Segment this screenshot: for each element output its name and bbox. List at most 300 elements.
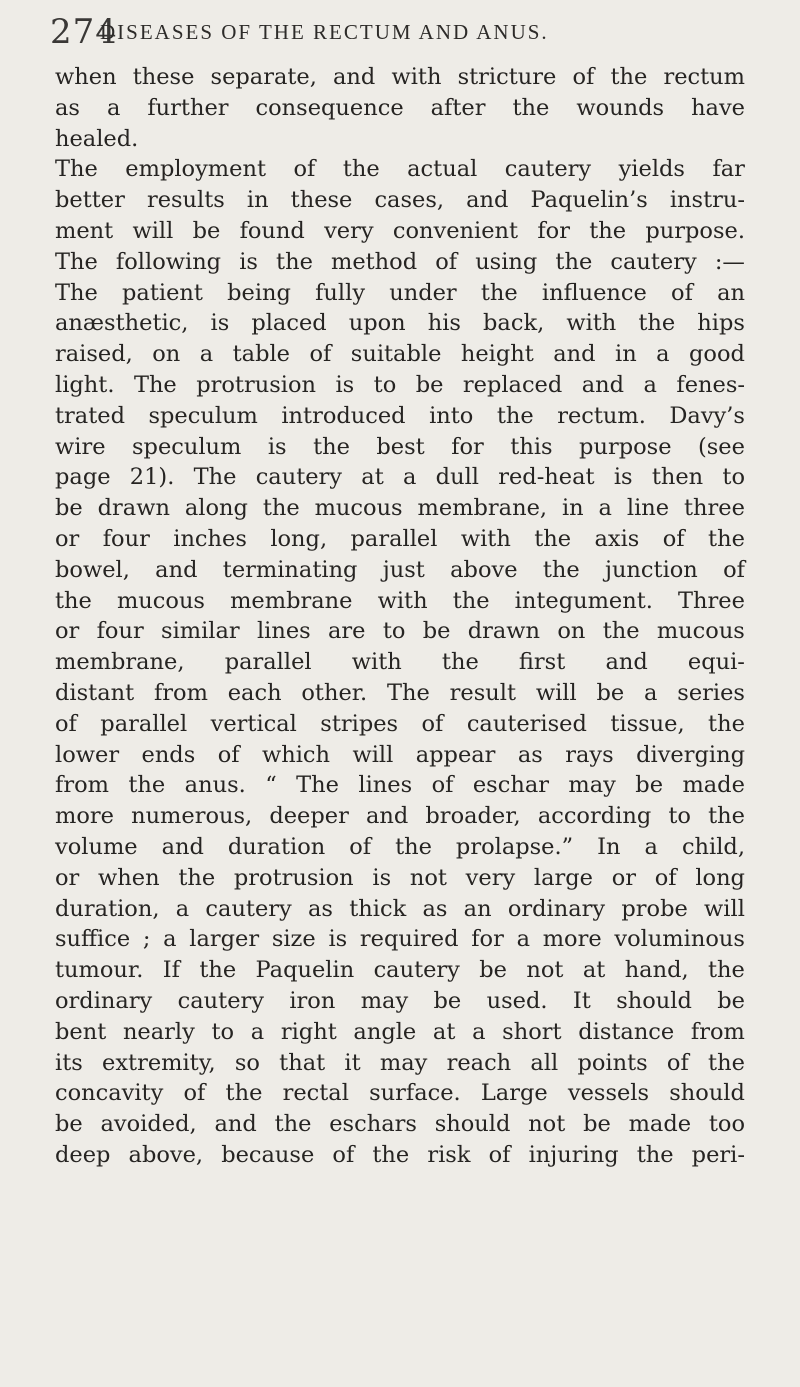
word: made <box>682 772 745 799</box>
word: the <box>452 587 490 614</box>
word: a <box>250 1018 265 1045</box>
word: hips <box>697 310 745 337</box>
word: of <box>431 772 454 799</box>
word: membrane <box>230 587 353 614</box>
word: with <box>566 310 617 337</box>
text-line <box>55 1017 745 1048</box>
word: vessels <box>567 1080 650 1107</box>
word: table <box>232 341 290 368</box>
word: protrusion <box>196 371 316 398</box>
word: the <box>395 833 432 860</box>
word: The <box>387 679 430 706</box>
word: probe <box>621 895 688 922</box>
word: page <box>55 464 111 491</box>
word: being <box>227 279 291 306</box>
word: be <box>596 679 625 706</box>
word: when <box>55 64 117 90</box>
word: to <box>722 464 745 491</box>
word: the <box>225 1080 263 1107</box>
word: Large <box>480 1080 548 1107</box>
word: or <box>55 618 80 645</box>
word: vertical <box>210 710 297 737</box>
word: these <box>132 64 195 90</box>
word: as <box>55 94 80 121</box>
word: distant <box>55 679 135 706</box>
word: the <box>542 556 580 583</box>
text-line <box>55 894 745 925</box>
word: ends <box>141 741 196 768</box>
word: ; <box>142 926 151 953</box>
word: is <box>335 371 355 398</box>
text-line <box>55 740 745 771</box>
word: nearly <box>122 1018 195 1045</box>
word: “ <box>265 772 277 799</box>
word: following <box>115 248 222 275</box>
word: The <box>55 156 98 183</box>
word: of <box>421 710 444 737</box>
word: of <box>217 741 240 768</box>
word: wounds <box>576 94 665 121</box>
word: at <box>432 1018 456 1045</box>
word: in <box>561 495 584 522</box>
word: and <box>466 187 509 214</box>
word: terminating <box>222 556 358 583</box>
word: of <box>488 1141 511 1168</box>
word: above, <box>128 1141 204 1168</box>
word: and <box>214 1111 257 1138</box>
word: an <box>717 279 745 306</box>
word: it <box>344 1049 361 1076</box>
word: short <box>502 1018 562 1045</box>
word: are <box>328 618 366 645</box>
word: under <box>389 279 457 306</box>
word: be <box>55 1111 83 1138</box>
word: or <box>55 864 80 891</box>
word: the <box>262 495 300 522</box>
word: surface. <box>369 1080 461 1107</box>
word: to <box>668 803 691 830</box>
text-line <box>55 955 745 986</box>
word: should <box>616 987 692 1014</box>
word: other. <box>301 679 368 706</box>
word: from <box>153 679 208 706</box>
word: his <box>427 310 461 337</box>
text-line <box>55 308 745 339</box>
word: angle <box>353 1018 417 1045</box>
word: iron <box>289 987 336 1014</box>
word: concavity <box>55 1080 164 1107</box>
word: too <box>708 1111 745 1138</box>
word: (see <box>697 433 745 460</box>
word: is <box>239 248 258 275</box>
word: the <box>496 402 534 429</box>
word: so <box>234 1049 260 1076</box>
word: size <box>271 926 316 953</box>
text-line <box>55 863 745 894</box>
word: drawn <box>97 495 170 522</box>
text-line <box>55 801 745 832</box>
word: deeper <box>269 803 349 830</box>
word: risk <box>427 1141 471 1168</box>
word: long, <box>270 525 328 552</box>
word: a <box>199 341 214 368</box>
word: will <box>535 679 577 706</box>
text-line <box>55 586 745 617</box>
word: ordinary <box>55 987 153 1014</box>
text-line: healed. <box>55 125 139 152</box>
word: the <box>589 217 627 244</box>
word: child, <box>681 833 745 860</box>
word: red-heat <box>498 464 595 491</box>
word: be <box>192 217 221 244</box>
word: be <box>717 987 745 1014</box>
word: peri- <box>691 1141 745 1168</box>
word: to <box>211 1018 235 1045</box>
text-line <box>55 278 745 309</box>
text-line <box>55 1078 745 1109</box>
word: the <box>480 279 518 306</box>
text-line <box>55 185 745 216</box>
word: of <box>293 156 316 183</box>
word: raised, <box>55 341 133 368</box>
word: the <box>276 248 313 275</box>
word: good <box>689 341 745 368</box>
word: for <box>451 433 484 460</box>
text-line <box>55 770 745 801</box>
word: required <box>359 926 459 953</box>
word: at <box>582 957 606 984</box>
text-line <box>55 339 745 370</box>
word: for <box>537 217 570 244</box>
word: the <box>708 803 745 830</box>
word: cautery <box>504 156 592 183</box>
word: its <box>55 1049 83 1076</box>
word: just <box>382 556 425 583</box>
word: to <box>373 371 397 398</box>
word: and <box>161 833 204 860</box>
word: influence <box>541 279 647 306</box>
word: of <box>55 710 77 737</box>
word: when <box>98 864 160 891</box>
word: be <box>583 1111 611 1138</box>
word: large <box>533 864 593 891</box>
word: be <box>479 957 507 984</box>
word: which <box>261 741 331 768</box>
word: should <box>434 1111 511 1138</box>
word: above <box>450 556 518 583</box>
word: injuring <box>528 1141 619 1168</box>
word: with <box>377 587 428 614</box>
text-line <box>55 247 745 278</box>
word: found <box>239 217 305 244</box>
word: more <box>542 926 602 953</box>
word: made <box>628 1111 692 1138</box>
word: duration <box>227 833 326 860</box>
text-line <box>55 1109 745 1140</box>
text-line <box>55 370 745 401</box>
word: or <box>55 525 80 552</box>
word: all <box>530 1049 559 1076</box>
word: protrusion <box>233 864 354 891</box>
word: ment <box>55 217 114 244</box>
word: back, <box>483 310 545 337</box>
word: long <box>695 864 745 891</box>
word: with <box>460 525 511 552</box>
word: lines <box>256 618 311 645</box>
word: cautery <box>373 957 460 984</box>
text-line <box>55 1048 745 1079</box>
word: stripes <box>320 710 399 737</box>
text-line <box>55 524 745 555</box>
word: The <box>55 279 98 306</box>
word: consequence <box>255 94 404 121</box>
word: ordinary <box>507 895 606 922</box>
word: as <box>308 895 333 922</box>
word: wire <box>55 433 106 460</box>
word: used. <box>486 987 548 1014</box>
word: broader, <box>425 803 521 830</box>
word: a <box>598 495 612 522</box>
word: Paquelin <box>255 957 355 984</box>
word: with <box>391 64 442 90</box>
word: these <box>290 187 353 214</box>
word: of <box>572 64 595 90</box>
word: in <box>615 341 637 368</box>
word: an <box>463 895 492 922</box>
word: a <box>644 679 658 706</box>
word: the <box>178 864 216 891</box>
word: is <box>613 464 633 491</box>
word: a <box>175 895 190 922</box>
word: a <box>643 371 657 398</box>
word: the <box>441 649 479 676</box>
word: a <box>403 464 417 491</box>
word: mucous <box>656 618 745 645</box>
word: best <box>376 433 425 460</box>
word: rectum. <box>557 402 646 429</box>
word: numerous, <box>131 803 253 830</box>
text-line <box>55 1140 745 1171</box>
word: cautery <box>205 895 292 922</box>
text-line <box>55 555 745 586</box>
word: eschars <box>329 1111 417 1138</box>
word: fully <box>315 279 366 306</box>
word: is <box>372 864 392 891</box>
word: better <box>55 187 125 214</box>
word: that <box>279 1049 326 1076</box>
word: diverging <box>636 741 745 768</box>
word: rectum <box>663 64 745 90</box>
running-head: DISEASES OF THE RECTUM AND ANUS. <box>100 20 549 44</box>
text-line <box>55 709 745 740</box>
word: bent <box>55 1018 107 1045</box>
word: the <box>342 156 380 183</box>
word: of <box>662 525 685 552</box>
word: appear <box>415 741 496 768</box>
word: avoided, <box>100 1111 197 1138</box>
word: light. <box>55 371 115 398</box>
word: a <box>644 833 658 860</box>
word: using <box>475 248 538 275</box>
text-line <box>55 62 745 93</box>
word: the <box>708 710 745 737</box>
word: be <box>415 371 444 398</box>
word: not <box>528 1111 566 1138</box>
word: the <box>534 525 572 552</box>
word: a <box>163 926 177 953</box>
word: purpose <box>579 433 672 460</box>
word: may <box>360 987 409 1014</box>
word: on <box>557 618 586 645</box>
word: axis <box>594 525 640 552</box>
word: reach <box>446 1049 512 1076</box>
word: The <box>193 464 237 491</box>
text-line <box>55 216 745 247</box>
word: results <box>146 187 225 214</box>
text-line <box>55 924 745 955</box>
word: speculum <box>132 433 242 460</box>
word: lower <box>55 741 120 768</box>
word: junction <box>604 556 698 583</box>
text-line <box>55 93 745 124</box>
word: of <box>183 1080 206 1107</box>
word: eschar <box>472 772 549 799</box>
word: of <box>349 833 372 860</box>
word: of <box>666 1049 689 1076</box>
word: lines <box>358 772 413 799</box>
text-line <box>55 432 745 463</box>
page-header <box>50 12 795 62</box>
word: the <box>610 64 648 90</box>
word: cases, <box>374 187 445 214</box>
word: very <box>324 217 374 244</box>
word: tissue, <box>610 710 685 737</box>
word: have <box>691 94 745 121</box>
word: duration, <box>55 895 160 922</box>
word: along <box>184 495 248 522</box>
text-line <box>55 401 745 432</box>
word: the <box>638 310 676 337</box>
word: the <box>55 587 92 614</box>
word: dull <box>435 464 479 491</box>
word: convenient <box>392 217 519 244</box>
word: Three <box>678 587 745 614</box>
word: will <box>704 895 745 922</box>
word: with <box>351 649 402 676</box>
word: equi- <box>687 649 745 676</box>
word: inches <box>173 525 247 552</box>
word: four <box>102 525 150 552</box>
word: tumour. <box>55 957 144 984</box>
word: from <box>690 1018 745 1045</box>
word: of <box>654 864 677 891</box>
word: replaced <box>462 371 563 398</box>
word: a <box>106 94 121 121</box>
word: the <box>313 433 350 460</box>
word: will <box>132 217 174 244</box>
word: height <box>460 341 534 368</box>
word: from <box>55 772 109 799</box>
word: It <box>572 987 591 1014</box>
word: right <box>280 1018 337 1045</box>
word: larger <box>189 926 260 953</box>
word: may <box>568 772 616 799</box>
word: very <box>465 864 516 891</box>
text-line <box>55 154 745 185</box>
text-line <box>55 832 745 863</box>
word: voluminous <box>614 926 745 953</box>
word: as <box>422 895 448 922</box>
word: points <box>577 1049 648 1076</box>
word: similar <box>161 618 240 645</box>
word: not <box>409 864 447 891</box>
word: the <box>512 94 550 121</box>
word: more <box>55 803 114 830</box>
word: distance <box>578 1018 675 1045</box>
word: the <box>274 1111 312 1138</box>
word: actual <box>407 156 478 183</box>
word: the <box>199 957 237 984</box>
text-line <box>55 647 745 678</box>
word: yields <box>618 156 685 183</box>
word: of <box>435 248 458 275</box>
word: is <box>328 926 348 953</box>
word: introduced <box>281 402 406 429</box>
word: the <box>636 1141 674 1168</box>
word: suitable <box>350 341 442 368</box>
word: for <box>471 926 504 953</box>
word: a <box>656 341 670 368</box>
text-line <box>55 678 745 709</box>
word: into <box>429 402 474 429</box>
word: cautery <box>610 248 697 275</box>
word: result <box>449 679 517 706</box>
word: If <box>162 957 180 984</box>
word: the <box>708 957 745 984</box>
word: mucous <box>314 495 403 522</box>
word: and <box>333 64 376 90</box>
word: of <box>723 556 745 583</box>
word: cautery <box>255 464 343 491</box>
word: membrane, <box>55 649 185 676</box>
text-line <box>55 493 745 524</box>
word: the <box>708 525 745 552</box>
word: a <box>516 926 530 953</box>
word: four <box>96 618 144 645</box>
word: method <box>330 248 418 275</box>
word: in <box>246 187 269 214</box>
word: Davy’s <box>669 402 745 429</box>
word: 21). <box>129 464 175 491</box>
word: each <box>227 679 282 706</box>
body-text <box>55 62 745 1171</box>
word: and <box>155 556 198 583</box>
word: drawn <box>467 618 541 645</box>
word: extremity, <box>102 1049 216 1076</box>
word: will <box>352 741 394 768</box>
word: separate, <box>210 64 317 90</box>
word: and <box>581 371 625 398</box>
word: fenes- <box>676 371 745 398</box>
word: placed <box>251 310 327 337</box>
word: membrane, <box>417 495 548 522</box>
word: should <box>669 1080 745 1107</box>
word: because <box>221 1141 315 1168</box>
word: thick <box>349 895 407 922</box>
word: not <box>526 957 564 984</box>
word: of <box>671 279 693 306</box>
word: and <box>553 341 596 368</box>
